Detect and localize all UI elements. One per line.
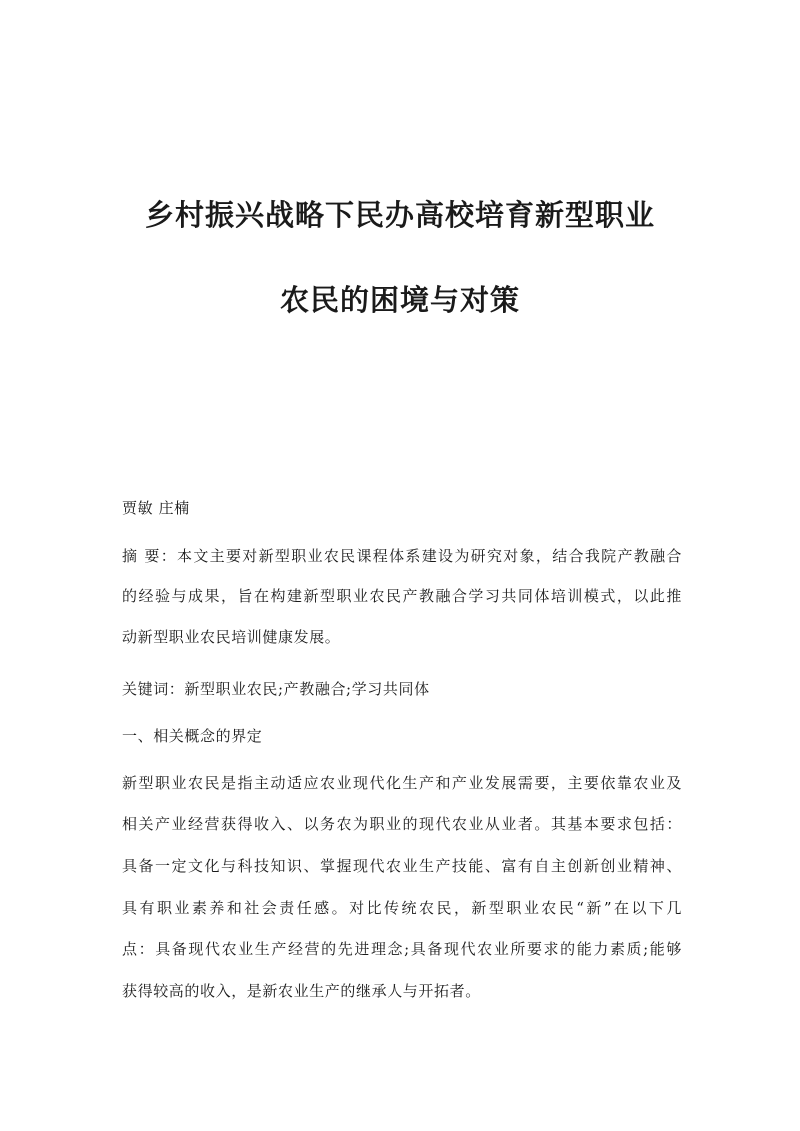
body-line-3: 具备一定文化与科技知识、掌握现代农业生产技能、富有自主创新创业精神、 <box>122 857 682 875</box>
section-heading: 一、相关概念的界定 <box>122 727 263 745</box>
authors: 贾敏 庄楠 <box>122 499 190 517</box>
body-line-2: 相关产业经营获得收入、以务农为职业的现代农业从业者。其基本要求包括： <box>122 815 682 833</box>
keywords: 关键词：新型职业农民;产教融合;学习共同体 <box>122 680 430 698</box>
body-line-4: 具有职业素养和社会责任感。对比传统农民，新型职业农民“新”在以下几 <box>122 899 682 917</box>
body-line-1: 新型职业农民是指主动适应农业现代化生产和产业发展需要，主要依靠农业及 <box>122 774 682 792</box>
paper-title-line-2: 农民的困境与对策 <box>279 283 520 317</box>
abstract-line-3: 动新型职业农民培训健康发展。 <box>122 628 341 646</box>
paper-title-line-1: 乡村振兴战略下民办高校培育新型职业 <box>144 198 655 232</box>
abstract-line-1: 摘 要：本文主要对新型职业农民课程体系建设为研究对象，结合我院产教融合 <box>122 547 682 565</box>
body-line-5: 点：具备现代农业生产经营的先进理念;具备现代农业所要求的能力素质;能够 <box>122 940 682 958</box>
abstract-line-2: 的经验与成果，旨在构建新型职业农民产教融合学习共同体培训模式，以此推 <box>122 587 682 605</box>
body-line-6: 获得较高的收入，是新农业生产的继承人与开拓者。 <box>122 982 481 1000</box>
